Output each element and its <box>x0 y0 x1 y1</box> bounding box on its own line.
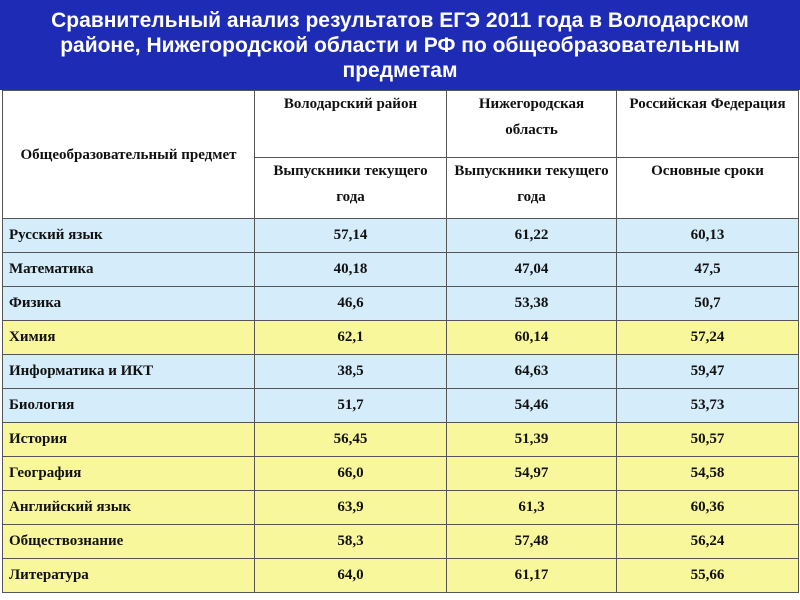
score-cell: 57,24 <box>617 321 799 355</box>
subject-cell: Физика <box>3 287 255 321</box>
score-cell: 54,46 <box>447 389 617 423</box>
score-cell: 47,04 <box>447 253 617 287</box>
score-cell: 53,73 <box>617 389 799 423</box>
score-cell: 63,9 <box>255 491 447 525</box>
results-table <box>2 90 799 593</box>
score-cell: 61,17 <box>447 559 617 593</box>
score-cell: 54,58 <box>617 457 799 491</box>
score-cell: 51,7 <box>255 389 447 423</box>
subject-cell: Математика <box>3 253 255 287</box>
score-cell: 38,5 <box>255 355 447 389</box>
table-row <box>3 423 799 457</box>
score-cell: 62,1 <box>255 321 447 355</box>
subheader-volodarsky: Выпускники текущего года <box>255 158 447 219</box>
table-row <box>3 525 799 559</box>
score-cell: 66,0 <box>255 457 447 491</box>
score-cell: 58,3 <box>255 525 447 559</box>
subject-column-header: Общеобразовательный предмет <box>3 91 255 219</box>
score-cell: 61,22 <box>447 219 617 253</box>
subject-cell: Литература <box>3 559 255 593</box>
header-row-groups <box>3 91 799 158</box>
score-cell: 57,14 <box>255 219 447 253</box>
score-cell: 56,24 <box>617 525 799 559</box>
score-cell: 51,39 <box>447 423 617 457</box>
subheader-nizhny-region: Выпускники текущего года <box>447 158 617 219</box>
table-row <box>3 287 799 321</box>
score-cell: 56,45 <box>255 423 447 457</box>
score-cell: 61,3 <box>447 491 617 525</box>
subheader-russia: Основные сроки <box>617 158 799 219</box>
score-cell: 40,18 <box>255 253 447 287</box>
table-row <box>3 219 799 253</box>
score-cell: 59,47 <box>617 355 799 389</box>
table-row <box>3 253 799 287</box>
table-row <box>3 457 799 491</box>
score-cell: 55,66 <box>617 559 799 593</box>
subject-cell: Химия <box>3 321 255 355</box>
column-header-russia: Российская Федерация <box>617 91 799 158</box>
table-row <box>3 389 799 423</box>
table-row <box>3 355 799 389</box>
subject-cell: География <box>3 457 255 491</box>
title-bar <box>0 0 800 90</box>
score-cell: 57,48 <box>447 525 617 559</box>
subject-cell: Информатика и ИКТ <box>3 355 255 389</box>
score-cell: 50,7 <box>617 287 799 321</box>
column-header-nizhny-region: Нижегородская область <box>447 91 617 158</box>
subject-cell: Английский язык <box>3 491 255 525</box>
score-cell: 53,38 <box>447 287 617 321</box>
table-row <box>3 559 799 593</box>
score-cell: 54,97 <box>447 457 617 491</box>
score-cell: 60,13 <box>617 219 799 253</box>
score-cell: 60,14 <box>447 321 617 355</box>
page-title: Сравнительный анализ результатов ЕГЭ 2011 года в Володарском районе, Нижегородской области и РФ по общеобразовательным предметам <box>51 8 749 82</box>
column-header-volodarsky: Володарский район <box>255 91 447 158</box>
table-body <box>3 219 799 593</box>
score-cell: 46,6 <box>255 287 447 321</box>
score-cell: 47,5 <box>617 253 799 287</box>
score-cell: 50,57 <box>617 423 799 457</box>
score-cell: 60,36 <box>617 491 799 525</box>
subject-cell: Русский язык <box>3 219 255 253</box>
score-cell: 64,0 <box>255 559 447 593</box>
subject-cell: Обществознание <box>3 525 255 559</box>
subject-cell: История <box>3 423 255 457</box>
subject-cell: Биология <box>3 389 255 423</box>
table-row <box>3 321 799 355</box>
score-cell: 64,63 <box>447 355 617 389</box>
table-row <box>3 491 799 525</box>
